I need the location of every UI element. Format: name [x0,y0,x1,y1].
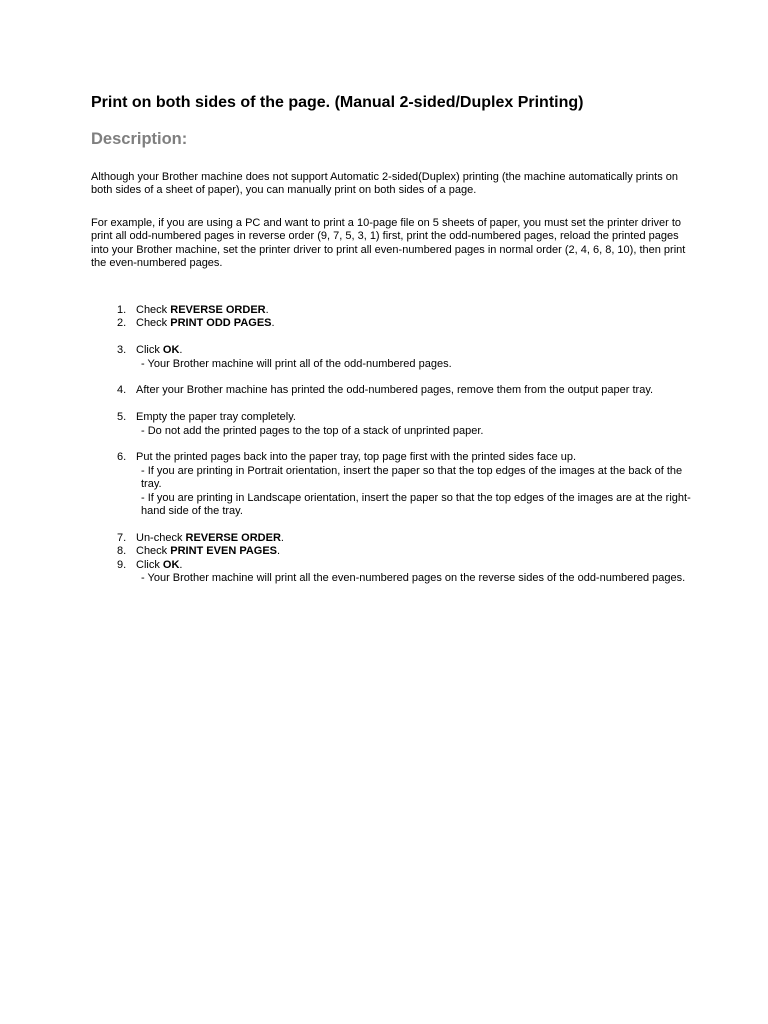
step-text-end: . [179,558,183,571]
step-item [91,411,691,438]
step-item [91,384,691,397]
step-note: - Your Brother machine will print all of the odd-numbered pages. [141,357,452,370]
step-option: OK [162,558,180,571]
step-option: PRINT EVEN PAGES [170,545,278,558]
step-text: Un-check [136,531,186,544]
step-option: REVERSE ORDER [170,304,266,316]
step-text-end: . [271,317,275,330]
step-item [91,559,691,586]
step-note: - Your Brother machine will print all the even-numbered pages on the reverse sides of the odd-numbered pages. [141,572,686,585]
step-text: Check [136,545,171,558]
step-number: 6. [117,451,127,464]
step-option: PRINT ODD PAGES [170,317,272,330]
steps-list [91,304,691,585]
step-number: 4. [117,384,127,397]
step-number: 3. [117,344,127,357]
step-text: After your Brother machine has printed the odd-numbered pages, remove them from the output paper tray. [136,384,654,397]
step-text-end: . [280,531,284,544]
step-number: 2. [117,317,127,330]
step-text-end: . [277,545,281,558]
step-number: 5. [117,411,127,424]
step-item [91,532,691,545]
step-note: - If you are printing in Landscape orientation, insert the paper so that the top edges of the images are at the right-hand side of the tray. [141,491,691,518]
step-option: REVERSE ORDER [185,531,281,544]
step-number: 7. [117,531,127,544]
step-text: Put the printed pages back into the paper tray, top page first with the printed sides face up. [136,451,577,464]
step-item [91,545,691,558]
step-note: - If you are printing in Portrait orientation, insert the paper so that the top edges of the images at the back of the tray. [141,464,683,491]
step-text: Empty the paper tray completely. [136,411,296,424]
example-paragraph: For example, if you are using a PC and want to print a 10-page file on 5 sheets of paper, you must set the printer driver to print all odd-numbered pages in reverse order (9, 7, 5, 3, 1) first, print the odd-numbered pages, reload the printed pages into your Brother machine, set the printer driver to print all even-numbered pages in normal order (2, 4, 6, 8, 10), then print the even-numbered pages. [91,217,686,270]
page-title: Print on both sides of the page. (Manual 2-sided/Duplex Printing) [91,94,584,111]
step-text-end: . [179,344,183,357]
step-note: - Do not add the printed pages to the top of a stack of unprinted paper. [141,424,484,437]
intro-paragraph: Although your Brother machine does not support Automatic 2-sided(Duplex) printing (the machine automatically prints on both sides of a sheet of paper), you can manually print on both sides of a page. [91,171,678,197]
step-text: Check [136,304,171,316]
step-text: Click [136,344,163,357]
step-number: 1. [117,304,127,316]
step-item [91,344,691,371]
description-heading: Description: [91,130,188,148]
step-item [91,317,691,330]
step-item [91,451,691,518]
step-text-end: . [265,304,269,316]
step-text: Click [136,558,163,571]
step-number: 8. [117,545,127,558]
step-option: OK [162,344,180,357]
step-item [91,304,691,317]
step-number: 9. [117,558,127,571]
step-text: Check [136,317,171,330]
